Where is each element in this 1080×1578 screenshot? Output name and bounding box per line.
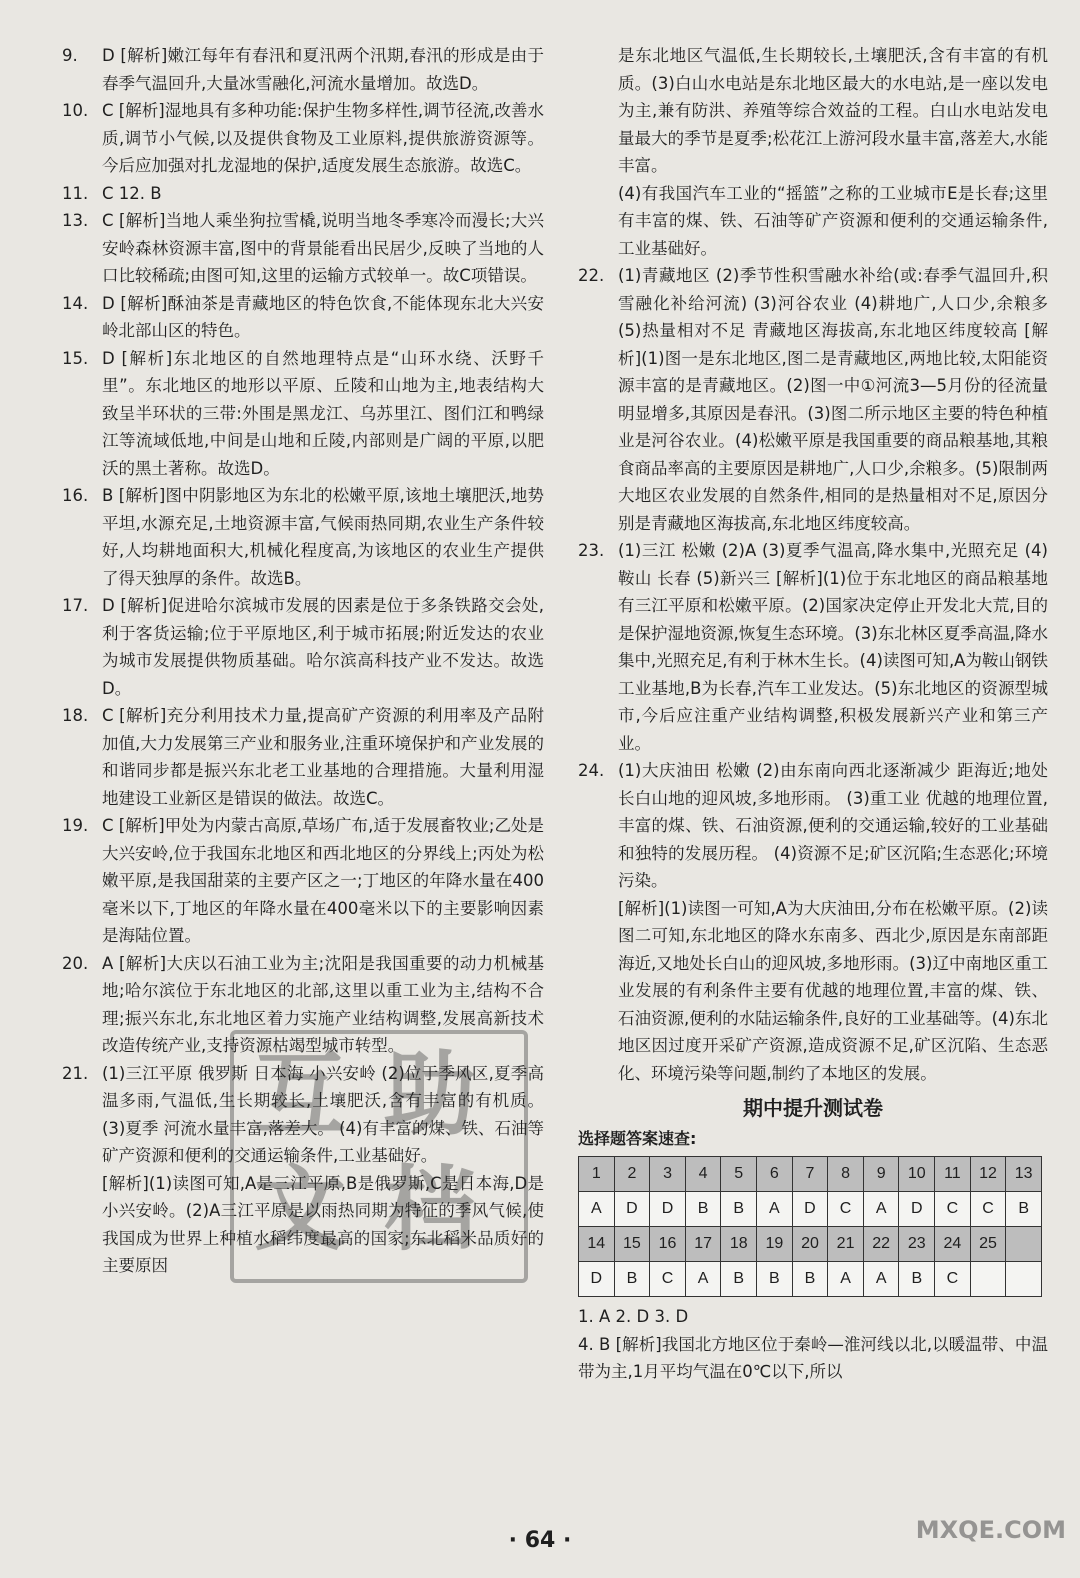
answer-cell: 16 <box>650 1227 686 1262</box>
answer-cell: 15 <box>614 1227 650 1262</box>
item-number: 18. <box>62 706 89 725</box>
answer-cell: B <box>1006 1192 1042 1227</box>
item-text: C [解析]湿地具有多种功能:保护生物多样性,调节径流,改善水质,调节小气候,以及提供食物及工业原料,提供旅游资源等。今后应加强对扎龙湿地的保护,适度发展生态旅游。故选C。 <box>102 101 544 175</box>
answer-cell: 23 <box>899 1227 935 1262</box>
q21-analysis: [解析](1)读图可知,A是三江平原,B是俄罗斯,C是日本海,D是小兴安岭。(2)A三江平原是以雨热同期为特征的季风气候,使我国成为世界上种植水稻纬度最高的国家;东北稻米品质好的主要原因 <box>102 1173 544 1275</box>
item-text: A [解析]大庆以石油工业为主;沈阳是我国重要的动力机械基地;哈尔滨位于东北地区的北部,这里以重工业为主,结构不合理;振兴东北,东北地区着力实施产业结构调整,发展高新技术改造传统产业,支持资源枯竭型城市转型。 <box>102 953 544 1055</box>
item-number: 24. <box>578 761 605 780</box>
answer-table-index-row-2 <box>579 1227 1042 1262</box>
stamp-char-2: 助 <box>384 1040 477 1148</box>
stamp-char-4: 档 <box>384 1155 477 1263</box>
answer-cell: A <box>828 1262 864 1297</box>
answer-cell: A <box>863 1192 899 1227</box>
answer-cell: D <box>579 1262 615 1297</box>
item-text: D [解析]嫩江每年有春汛和夏汛两个汛期,春汛的形成是由于春季气温回升,大量冰雪融化,河流水量增加。故选D。 <box>102 46 544 93</box>
answer-item <box>62 42 544 97</box>
answer-cell: B <box>685 1192 721 1227</box>
answer-cell: 10 <box>899 1157 935 1192</box>
answer-item <box>578 262 1048 537</box>
answer-cell <box>1006 1227 1042 1262</box>
answer-cell: A <box>757 1192 793 1227</box>
item-number: 16. <box>62 486 89 505</box>
item-text: C [解析]当地人乘坐狗拉雪橇,说明当地冬季寒冷而漫长;大兴安岭森林资源丰富,图中的背景能看出民居少,反映了当地的人口比较稀疏;由图可知,这里的运输方式较单一。故C项错误。 <box>102 211 544 285</box>
answer-4-analysis: 4. B [解析]我国北方地区位于秦岭—淮河线以北,以暖温带、中温带为主,1月平均气温在0℃以下,所以 <box>578 1334 1048 1381</box>
answer-item <box>62 180 544 208</box>
item-text: C [解析]甲处为内蒙古高原,草场广布,适于发展畜牧业;乙处是大兴安岭,位于我国东北地区和西北地区的分界线上;丙处为松嫩平原,是我国甜菜的主要产区之一;丁地区的年降水量在400毫米以下,丁地区的年降水量在400毫米以下的主要影响因素是海陆位置。 <box>102 816 544 945</box>
answer-table-answer-row-2 <box>579 1262 1042 1297</box>
answer-item <box>62 702 544 812</box>
stamp-char-1: 互 <box>254 1040 347 1148</box>
answer-cell: C <box>650 1262 686 1297</box>
item-text: (1)青藏地区 (2)季节性积雪融水补给(或:春季气温回升,积雪融化补给河流) (3)河谷农业 (4)耕地广,人口少,余粮多 (5)热量相对不足 青藏地区海拔高,东北地区纬度较高 [解析](1)图一是东北地区,图二是青藏地区,两地比较,太阳能资源丰富的是青藏地区。(2)图一中①河流3—5月份的径流量明显增多,其原因是春汛。(3)图二所示地区主要的特色种植业是河谷农业。(4)松嫩平原是我国重要的商品粮基地,其粮食商品率高的主要原因是耕地广,人口少,余粮多。(5)限制两大地区农业发展的自然条件,相同的是热量相对不足,原因分别是青藏地区海拔高,东北地区纬度较高。 <box>618 266 1048 533</box>
answer-cell: D <box>899 1192 935 1227</box>
q21-analysis-part4: (4)有我国汽车工业的“摇篮”之称的工业城市E是长春;这里有丰富的煤、铁、石油等矿产资源和便利的交通运输条件,工业基础好。 <box>618 183 1048 258</box>
answer-item <box>62 207 544 290</box>
right-column <box>578 42 1048 1386</box>
answer-cell: A <box>685 1262 721 1297</box>
answer-item <box>62 812 544 950</box>
answer-item <box>578 537 1048 757</box>
answer-cell: D <box>650 1192 686 1227</box>
answer-cell: 6 <box>757 1157 793 1192</box>
item-number: 11. <box>62 183 89 203</box>
right-answer-list <box>578 262 1048 895</box>
item-text: D [解析]酥油茶是青藏地区的特色饮食,不能体现东北大兴安岭北部山区的特色。 <box>102 293 544 340</box>
left-answer-list <box>62 42 544 1170</box>
answer-cell: 18 <box>721 1227 757 1262</box>
answers-1-3: 1. A 2. D 3. D <box>578 1307 689 1326</box>
answer-cell: 2 <box>614 1157 650 1192</box>
item-number: 21. <box>62 1063 89 1083</box>
item-number: 23. <box>578 541 605 560</box>
answer-cell: 22 <box>863 1227 899 1262</box>
answer-cell: B <box>792 1262 828 1297</box>
item-text: B [解析]图中阴影地区为东北的松嫩平原,该地土壤肥沃,地势平坦,水源充足,土地资源丰富,气候雨热同期,农业生产条件较好,人均耕地面积大,机械化程度高,为该地区的农业生产提供了得天独厚的条件。故选B。 <box>102 486 544 588</box>
page-number: · 64 · <box>508 1528 572 1553</box>
answer-cell: 7 <box>792 1157 828 1192</box>
answer-cell <box>970 1262 1006 1297</box>
answer-cell: 12 <box>970 1157 1006 1192</box>
item-text: (1)大庆油田 松嫩 (2)由东南向西北逐渐减少 距海近;地处长白山地的迎风坡,多地形雨。 (3)重工业 优越的地理位置,丰富的煤、铁、石油资源,便利的交通运输,较好的工业基础和独特的发展历程。 (4)资源不足;矿区沉陷;生态恶化;环境污染。 <box>618 761 1048 890</box>
item-text: (1)三江平原 俄罗斯 日本海 小兴安岭 (2)位于季风区,夏季高温多雨,气温低,生长期较长,土壤肥沃,含有丰富的有机质。 (3)夏季 河流水量丰富,落差大。 (4)有丰富的煤、铁、石油等矿产资源和便利的交通运输条件,工业基础好。 <box>102 1063 544 1165</box>
answer-cell: A <box>863 1262 899 1297</box>
answer-cell: 8 <box>828 1157 864 1192</box>
answer-cell: C <box>970 1192 1006 1227</box>
item-number: 15. <box>62 348 89 368</box>
item-number: 13. <box>62 211 89 230</box>
answer-cell: 3 <box>650 1157 686 1192</box>
answer-cell: D <box>792 1192 828 1227</box>
answer-table <box>578 1156 1042 1297</box>
answer-cell: 24 <box>935 1227 971 1262</box>
item-text: C 12. B <box>102 183 162 203</box>
answer-cell: 5 <box>721 1157 757 1192</box>
answer-cell: B <box>899 1262 935 1297</box>
answer-cell: 4 <box>685 1157 721 1192</box>
answer-table-answer-row-1 <box>579 1192 1042 1227</box>
answer-cell: D <box>614 1192 650 1227</box>
item-text: C [解析]充分利用技术力量,提高矿产资源的利用率及产品附加值,大力发展第三产业和服务业,注重环境保护和产业发展的和谐同步都是振兴东北老工业基地的合理措施。大量利用湿地建设工业新区是错误的做法。故选C。 <box>102 706 544 808</box>
stamp-char-3: 文 <box>254 1155 347 1263</box>
item-number: 17. <box>62 596 89 615</box>
answer-cell: B <box>614 1262 650 1297</box>
item-number: 14. <box>62 293 89 313</box>
q21-analysis-continued: 是东北地区气温低,生长期较长,土壤肥沃,含有丰富的有机质。(3)白山水电站是东北地区最大的水电站,是一座以发电为主,兼有防洪、养殖等综合效益的工程。白山水电站发电量最大的季节是夏季;松花江上游河段水量丰富,落差大,水能丰富。 <box>618 46 1048 175</box>
answer-cell: 11 <box>935 1157 971 1192</box>
watermark: MXQE.COM <box>915 1516 1066 1544</box>
answer-table-index-row-1 <box>579 1157 1042 1192</box>
answer-cell <box>1006 1262 1042 1297</box>
item-number: 22. <box>578 266 605 285</box>
item-number: 20. <box>62 953 89 973</box>
stamp-seal <box>230 1030 528 1283</box>
item-text: D [解析]促进哈尔滨城市发展的因素是位于多条铁路交会处,利于客货运输;位于平原地区,利于城市拓展;附近发达的农业为城市发展提供物质基础。哈尔滨高科技产业不发达。故选D。 <box>102 596 544 698</box>
answer-cell: 13 <box>1006 1157 1042 1192</box>
answer-cell: B <box>721 1192 757 1227</box>
answer-cell: B <box>721 1262 757 1297</box>
answer-item <box>62 482 544 592</box>
answer-item <box>62 592 544 702</box>
answer-cell: 20 <box>792 1227 828 1262</box>
item-number: 19. <box>62 816 89 835</box>
answer-item <box>62 290 544 345</box>
answer-cell: C <box>935 1262 971 1297</box>
answer-cell: B <box>757 1262 793 1297</box>
q24-analysis: [解析](1)读图一可知,A为大庆油田,分布在松嫩平原。(2)读图二可知,东北地区的降水东南多、西北少,原因是东南部距海近,又地处长白山的迎风坡,多地形雨。(3)辽中南地区重工业发展的有利条件主要有优越的地理位置,丰富的煤、铁、石油资源,便利的水陆运输条件,良好的工业基础等。(4)东北地区因过度开采矿产资源,造成资源不足,矿区沉陷、生态恶化、环境污染等问题,制约了本地区的发展。 <box>618 898 1048 1083</box>
answer-cell: 19 <box>757 1227 793 1262</box>
answer-item <box>578 757 1048 895</box>
answer-cell: A <box>579 1192 615 1227</box>
answer-item <box>62 345 544 483</box>
answer-cell: C <box>935 1192 971 1227</box>
quick-answer-label: 选择题答案速查: <box>578 1128 697 1148</box>
item-number: 10. <box>62 101 89 120</box>
answer-cell: C <box>828 1192 864 1227</box>
answer-cell: 17 <box>685 1227 721 1262</box>
answer-cell: 14 <box>579 1227 615 1262</box>
answer-cell: 1 <box>579 1157 615 1192</box>
section-title: 期中提升测试卷 <box>743 1096 883 1120</box>
answer-cell: 21 <box>828 1227 864 1262</box>
item-text: D [解析]东北地区的自然地理特点是“山环水绕、沃野千里”。东北地区的地形以平原、丘陵和山地为主,地表结构大致呈半环状的三带:外围是黑龙江、乌苏里江、图们江和鸭绿江等流域低地,中间是山地和丘陵,内部则是广阔的平原,以肥沃的黑土著称。故选D。 <box>102 348 544 478</box>
answer-cell: 9 <box>863 1157 899 1192</box>
answer-cell: 25 <box>970 1227 1006 1262</box>
item-number: 9. <box>62 46 78 65</box>
item-text: (1)三江 松嫩 (2)A (3)夏季气温高,降水集中,光照充足 (4)鞍山 长春 (5)新兴三 [解析](1)位于东北地区的商品粮基地有三江平原和松嫩平原。(2)国家决定停止开发北大荒,目的是保护湿地资源,恢复生态环境。(3)东北林区夏季高温,降水集中,光照充足,有利于林木生长。(4)读图可知,A为鞍山钢铁工业基地,B为长春,汽车工业发达。(5)东北地区的资源型城市,今后应注重产业结构调整,积极发展新兴产业和第三产业。 <box>618 541 1048 753</box>
answer-item <box>62 97 544 180</box>
